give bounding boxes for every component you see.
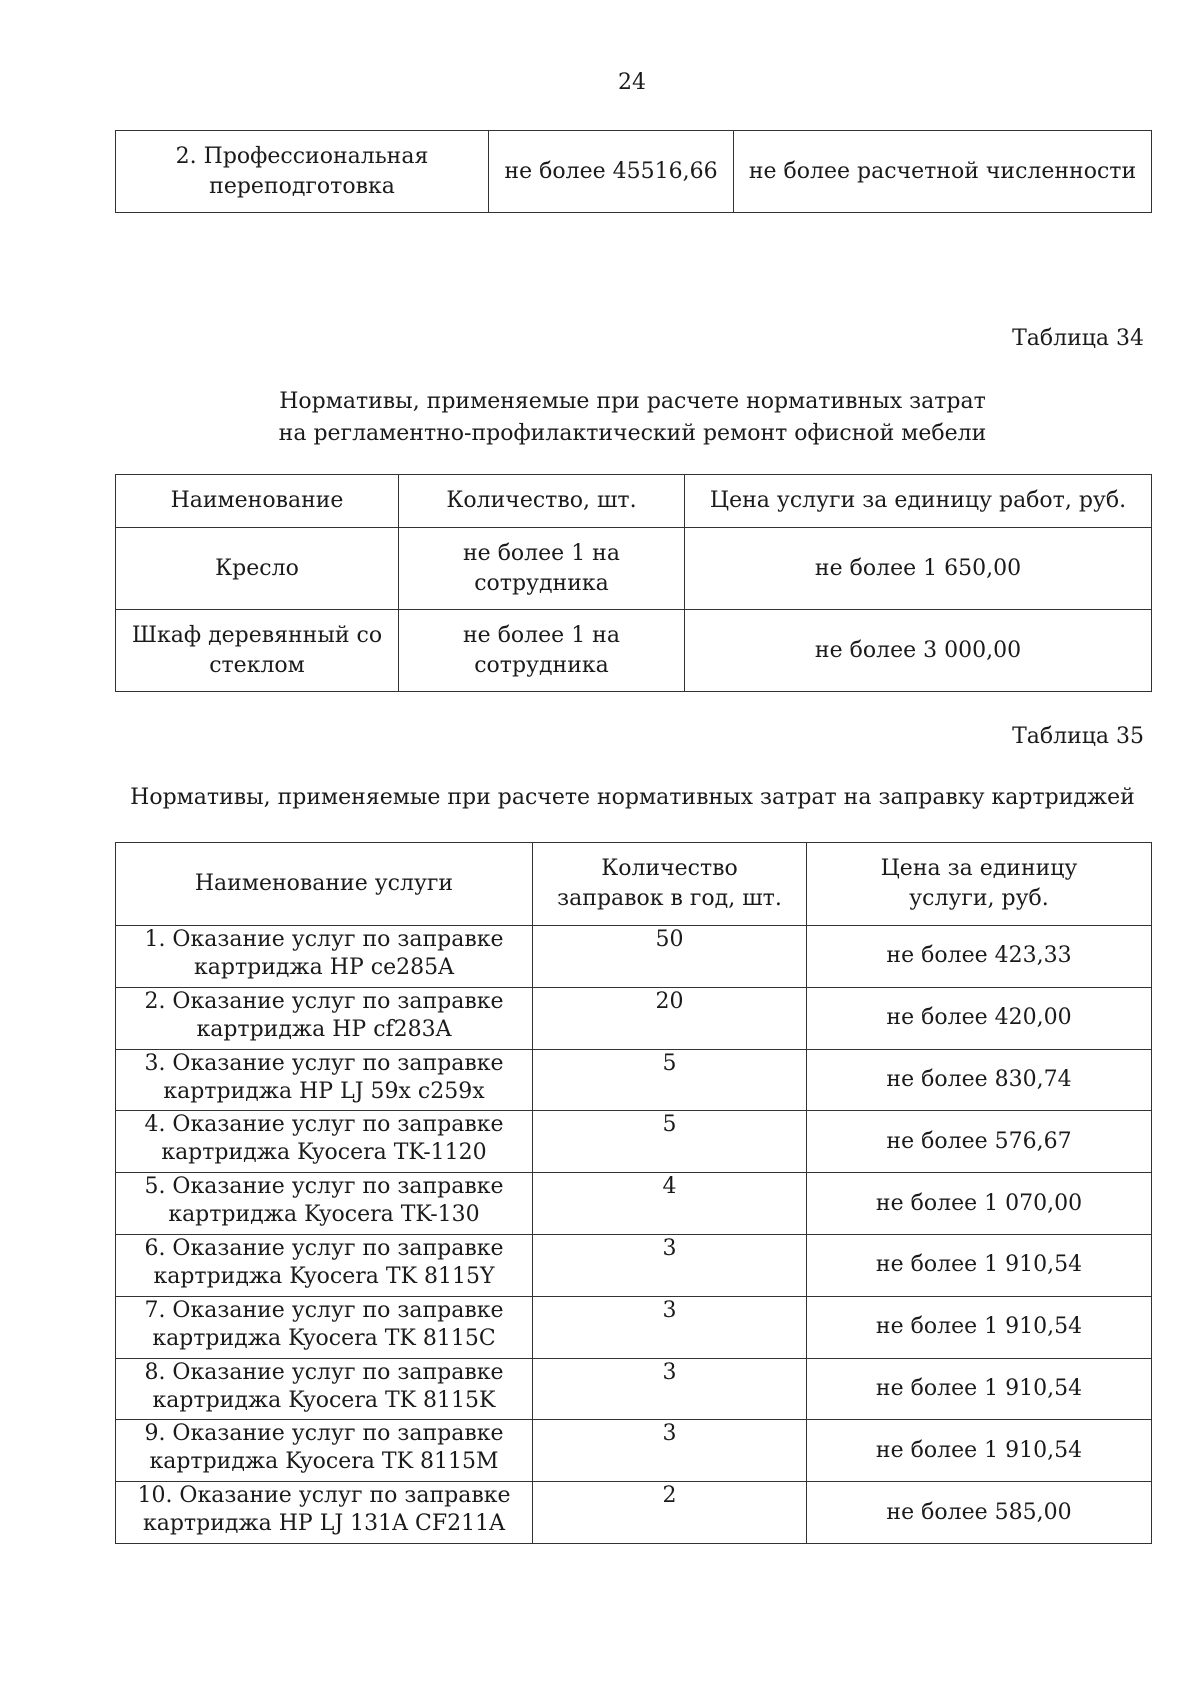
table-cell: 2. Оказание услуг по заправке картриджа HP cf283A [116,987,533,1049]
table-cell: не более 1 на сотрудника [399,610,685,692]
table-cell: не более 1 910,54 [807,1358,1152,1420]
table-cell: не более 1 650,00 [685,528,1152,610]
table-row [116,1358,1152,1420]
table-row [116,1482,1152,1544]
table-cell: 3 [533,1296,807,1358]
column-header: Цена за единицу услуги, руб. [807,843,1152,926]
table-cell: не более 1 070,00 [807,1173,1152,1235]
table-cell: не более 423,33 [807,926,1152,988]
table-34-caption [115,386,1150,450]
table-cell: 50 [533,926,807,988]
table-cell: не более 1 910,54 [807,1296,1152,1358]
table-row [116,1049,1152,1111]
table-cell: 3. Оказание услуг по заправке картриджа HP LJ 59x c259x [116,1049,533,1111]
table-cell: не более 420,00 [807,987,1152,1049]
table-cell: 9. Оказание услуг по заправке картриджа Kyocera TK 8115M [116,1420,533,1482]
page-number: 24 [618,70,646,95]
caption-line: на регламентно-профилактический ремонт офисной мебели [278,421,987,446]
table-cell: 1. Оказание услуг по заправке картриджа HP ce285A [116,926,533,988]
table-34-label: Таблица 34 [1012,326,1144,351]
table-row [116,1420,1152,1482]
table-cell: не более 585,00 [807,1482,1152,1544]
table-cell: не более 576,67 [807,1111,1152,1173]
table-cell: 4 [533,1173,807,1235]
table-row [116,528,1152,610]
table-cell: не более расчетной численности [734,131,1152,213]
table-cell: 20 [533,987,807,1049]
table-cell: 10. Оказание услуг по заправке картриджа HP LJ 131A CF211A [116,1482,533,1544]
table-cell: не более 3 000,00 [685,610,1152,692]
table-row [116,1173,1152,1235]
table-header-row [116,843,1152,926]
table-header-row [116,475,1152,528]
table-cell: 3 [533,1358,807,1420]
column-header: Количество заправок в год, шт. [533,843,807,926]
table-34 [115,474,1152,692]
caption-line: Нормативы, применяемые при расчете нормативных затрат [279,389,986,414]
table-cell: 8. Оказание услуг по заправке картриджа Kyocera TK 8115K [116,1358,533,1420]
table-cell: не более 1 910,54 [807,1420,1152,1482]
previous-table [115,130,1152,213]
table-cell: 4. Оказание услуг по заправке картриджа Kyocera TK-1120 [116,1111,533,1173]
table-cell: 5 [533,1049,807,1111]
column-header: Количество, шт. [399,475,685,528]
table-row [116,1234,1152,1296]
table-cell: 3 [533,1234,807,1296]
table-35-caption: Нормативы, применяемые при расчете нормативных затрат на заправку картриджей [130,785,1135,810]
table-cell: 3 [533,1420,807,1482]
column-header: Наименование услуги [116,843,533,926]
table-cell: 5. Оказание услуг по заправке картриджа Kyocera TK-130 [116,1173,533,1235]
table-35 [115,842,1152,1544]
table-row [116,1296,1152,1358]
table-row [116,987,1152,1049]
table-cell: не более 1 на сотрудника [399,528,685,610]
column-header: Цена услуги за единицу работ, руб. [685,475,1152,528]
table-row [116,1111,1152,1173]
table-row [116,131,1152,213]
table-cell: 2 [533,1482,807,1544]
table-cell: 2. Профессиональная переподготовка [116,131,489,213]
table-cell: не более 830,74 [807,1049,1152,1111]
table-cell: 5 [533,1111,807,1173]
table-cell: Шкаф деревянный со стеклом [116,610,399,692]
table-cell: не более 1 910,54 [807,1234,1152,1296]
table-cell: не более 45516,66 [489,131,734,213]
table-35-label: Таблица 35 [1012,724,1144,749]
table-row [116,610,1152,692]
table-cell: Кресло [116,528,399,610]
table-row [116,926,1152,988]
table-cell: 6. Оказание услуг по заправке картриджа Kyocera TK 8115Y [116,1234,533,1296]
table-cell: 7. Оказание услуг по заправке картриджа Kyocera TK 8115C [116,1296,533,1358]
column-header: Наименование [116,475,399,528]
